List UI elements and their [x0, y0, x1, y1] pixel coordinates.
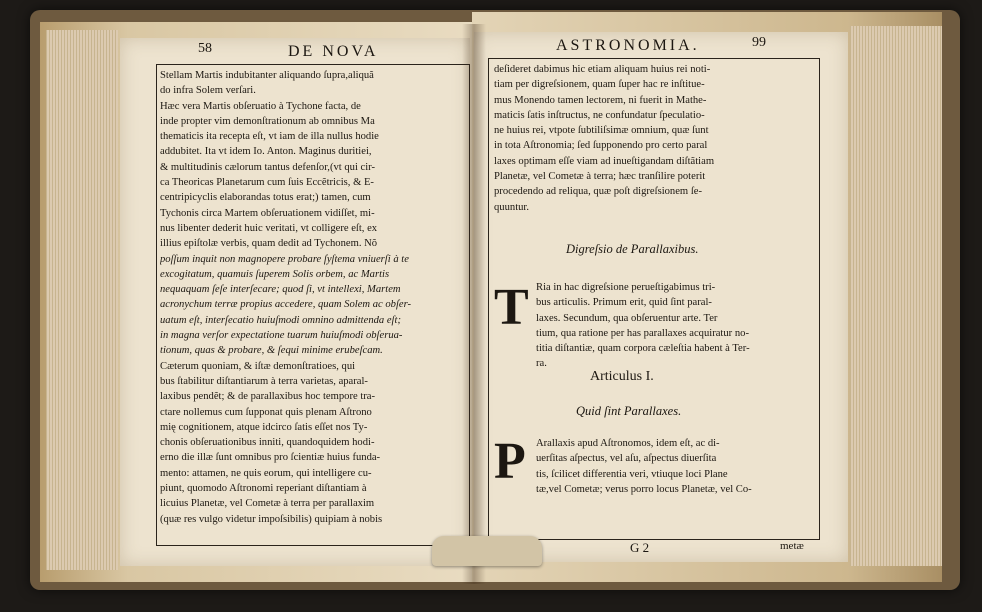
right-page: [474, 32, 848, 562]
text-line: excogitatum, quamuis ſuperem Solis orbem, ac Martis: [160, 268, 390, 280]
text-line: Hæc vera Martis obſeruatio à Tychone facta, de: [160, 100, 361, 112]
text-line: tis, ſcilicet differentia veri, vtiuque loci Plane: [536, 468, 728, 480]
right-fore-edge: [850, 26, 942, 566]
text-line: licuius Planetæ, vel Cometæ à terra per parallaxim: [160, 498, 375, 510]
text-line: do infra Solem verſari.: [160, 85, 256, 97]
text-line: Planetæ, vel Cometæ à terra; hæc tranſilire poterit: [494, 171, 706, 183]
text-line: mento: attamen, ne quis eorum, qui intelligere cu-: [160, 467, 372, 479]
text-line: ne huius rei, vtpote ſubtiliſsimæ omnium, quæ ſunt: [494, 125, 709, 137]
article-heading: Articulus I.: [590, 369, 654, 384]
left-running-head: DE NOVA: [288, 43, 379, 60]
text-line: laxes optimam eſſe viam ad inueſtigandam diſtãtiam: [494, 155, 715, 167]
text-line: Ria in hac digreſsione perueſtigabimus tri-: [536, 282, 716, 293]
text-line: tionum, quas & probare, & ſequi minime erubeſcam.: [160, 345, 383, 357]
text-line: uatum eſt, interſecatio huiuſmodi omnino admittenda eſt;: [160, 314, 401, 326]
drop-cap-t: T: [494, 279, 529, 336]
drop-cap-p: P: [494, 433, 526, 490]
gutter: [462, 24, 486, 584]
text-line: tæ,vel Cometæ; verus porro locus Planetæ, vel Co-: [536, 483, 752, 495]
text-line: addubitet. Ita vt idem Io. Anton. Maginus duritiei,: [160, 146, 372, 158]
digression-heading: Digreſsio de Parallaxibus.: [566, 242, 699, 256]
text-line: uerſitas aſpectus, vel aſu, aſpectus diuerſita: [536, 453, 717, 465]
text-line: piunt, quomodo Aſtronomi reperiant diſtantiam à: [160, 483, 367, 495]
article-subheading: Quid ſint Parallaxes.: [576, 404, 682, 418]
text-line: (quæ res vulgo videtur impoſsibilis) quipiam à nobis: [160, 513, 383, 525]
text-line: tium, qua ratione per has parallaxes acquiratur no-: [536, 327, 749, 339]
right-running-head: ASTRONOMIA.: [556, 37, 700, 54]
signature-mark: G 2: [630, 540, 650, 555]
text-line: laxibus pendẽt; & de parallaxibus hoc tempore tra-: [160, 391, 376, 403]
text-line: nequaquam ſeſe interſecare; quod ſi, vt intellexi, Martem: [160, 284, 401, 296]
text-line: in magna verſor expectatione tuarum huiuſmodi obſerua-: [160, 330, 403, 342]
text-line: & multitudinis cælorum tantus defenſor,(vt qui cir-: [160, 161, 376, 173]
text-line: maticis ſatis inſtructus, ne confundatur ſpeculatio-: [494, 109, 705, 121]
text-line: centripicyclis elaborandas totus erat;) tamen, cum: [160, 192, 371, 204]
text-line: erno die illæ ſunt omnibus pro ſcientiæ huius funda-: [160, 452, 381, 464]
text-line: Cæterum quoniam, & iſtæ demonſtratioes, qui: [160, 360, 356, 372]
text-line: chonis obſeruationibus inniti, quandoquidem hodi-: [160, 437, 375, 449]
text-line: nus libenter dederit huic veritati, vt colligere eſt, ex: [160, 222, 378, 234]
right-intro-text: [494, 62, 816, 215]
digression-paragraph: [536, 280, 816, 372]
left-page: [120, 38, 470, 566]
text-line: Stellam Martis indubitanter aliquando ſupra,aliquã: [160, 70, 374, 81]
text-line: inde propter vim demonſtrationum ab omnibus Ma: [160, 115, 375, 127]
left-fore-edge: [46, 30, 118, 570]
right-folio: 99: [752, 35, 766, 50]
text-line: poſſum inquit non magnopere probare ſyſtema vniuerſi à te: [160, 253, 409, 265]
text-line: deſideret dabimus hic etiam aliquam huius rei noti-: [494, 64, 711, 75]
text-line: titia diſtantiæ, quam corpora cæleſtia habent à Ter-: [536, 343, 750, 355]
text-line: Arallaxis apud Aſtronomos, idem eſt, ac di-: [536, 438, 720, 449]
article-paragraph: [536, 436, 816, 497]
left-text-block: [160, 68, 466, 527]
left-folio: 58: [198, 41, 212, 56]
text-line: ca Theoricas Planetarum cum ſuis Eccẽtricis, & E-: [160, 177, 374, 189]
text-line: tiam per digreſsionem, quam ſuper hac re inſtitue-: [494, 79, 705, 91]
text-line: procedendo ad reliqua, quæ poſt digreſsionem ſe-: [494, 186, 702, 198]
text-line: bus ſtabilitur diſtantiarum à terra varietas, aparal-: [160, 375, 368, 387]
text-line: ra.: [536, 358, 547, 370]
text-line: mię cognitionem, atque idcirco ſatis eſſet nos Ty-: [160, 421, 368, 433]
text-line: mus Monendo tamen lectorem, ni fuerit in Mathe-: [494, 94, 707, 106]
binding-tab: [432, 536, 542, 566]
text-line: ctare nollemus cum ſupponat quis plenam Aſtrono: [160, 406, 372, 418]
text-line: laxes. Secundum, qua obſeruentur arte. Ter: [536, 312, 718, 324]
text-line: acronychum terræ propius accedere, quam Solem ac obſer-: [160, 299, 412, 311]
text-line: illius epiſtolæ verbis, quam dedit ad Tychonem. Nõ: [160, 238, 378, 250]
text-line: in tota Aſtronomia; ſed ſupponendo pro certo paral: [494, 140, 708, 152]
text-line: Tychonis circa Martem obſeruationem vidiſſet, mi-: [160, 207, 375, 219]
right-catchword: metæ: [780, 540, 804, 552]
text-line: thematicis ita recepta eſt, vt iam de illa nullus hodie: [160, 131, 379, 143]
text-line: bus articulis. Primum erit, quid ſint paral-: [536, 297, 712, 309]
text-line: quuntur.: [494, 201, 530, 213]
